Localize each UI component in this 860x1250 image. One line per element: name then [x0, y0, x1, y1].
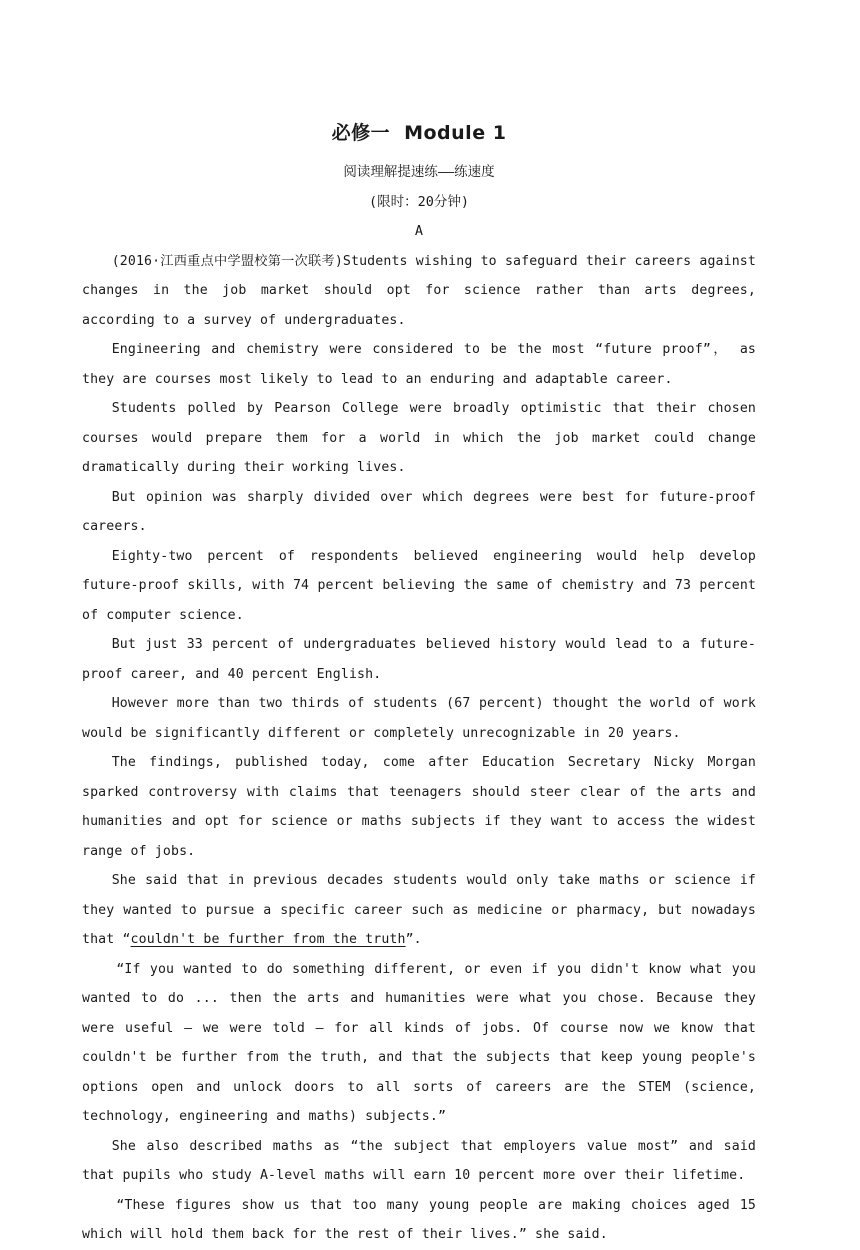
title-chinese: 必修一 — [331, 122, 391, 144]
document-page — [82, 118, 756, 1250]
paragraph-3: Students polled by Pearson College were broadly optimistic that their chosen courses would prepare them for a world in which the job market could change dramatically during their working lives. — [82, 401, 756, 475]
underlined-phrase: couldn't be further from the truth — [130, 932, 406, 947]
paragraph-9 — [82, 866, 756, 955]
paragraph-9-text: She said that in previous decades students would only take maths or science if they wanted to pursue a specific career such as medicine or pharmacy, but nowadays that “ — [82, 873, 756, 947]
paragraph-9-end: ”. — [405, 932, 422, 947]
paragraph-7: However more than two thirds of students (67 percent) thought the world of work would be significantly different or completely unrecognizable in 20 years. — [82, 696, 756, 741]
title-module: Module 1 — [404, 122, 507, 144]
paragraph-4: But opinion was sharply divided over which degrees were best for future-proof careers. — [82, 489, 756, 534]
paragraph-10: “If you wanted to do something different, or even if you didn't know what you wanted to do ... then the arts and humanities were what you chose. Because they were useful — we were told — for all kinds of jobs. Of course now we know that couldn't be further from the truth, and that the subjects that keep young people's options open and unlock doors to all sorts of careers are the STEM (science, technology, engineering and maths) subjects.” — [82, 961, 756, 1124]
section-label: A — [414, 223, 424, 239]
paragraph-11: She also described maths as “the subject that employers value most” and said that pupils who study A-level maths will earn 10 percent more over their lifetime. — [82, 1138, 756, 1183]
time-limit: (限时：20分钟) — [368, 193, 469, 210]
paragraph-2: Engineering and chemistry were considered to be the most “future proof”， as they are courses most likely to lead to an enduring and adaptable career. — [82, 342, 756, 387]
passage — [82, 247, 756, 1250]
paragraph-6: But just 33 percent of undergraduates believed history would lead to a future-proof career, and 40 percent English. — [82, 637, 756, 682]
page-title — [82, 118, 756, 148]
paragraph-12: “These figures show us that too many young people are making choices aged 15 which will hold them back for the rest of their lives.” she said. — [82, 1197, 756, 1242]
page-subtitle: 阅读理解提速练——练速度 — [343, 164, 495, 180]
paragraph-1: (2016·江西重点中学盟校第一次联考)Students wishing to safeguard their careers against changes in the job market should opt for science rather than arts degrees, according to a survey of undergraduates. — [82, 253, 756, 328]
paragraph-8: The findings, published today, come after Education Secretary Nicky Morgan sparked controversy with claims that teenagers should steer clear of the arts and humanities and opt for science or maths subjects if they want to access the widest range of jobs. — [82, 755, 756, 859]
paragraph-5: Eighty-two percent of respondents believed engineering would help develop future-proof skills, with 74 percent believing the same of chemistry and 73 percent of computer science. — [82, 548, 756, 623]
